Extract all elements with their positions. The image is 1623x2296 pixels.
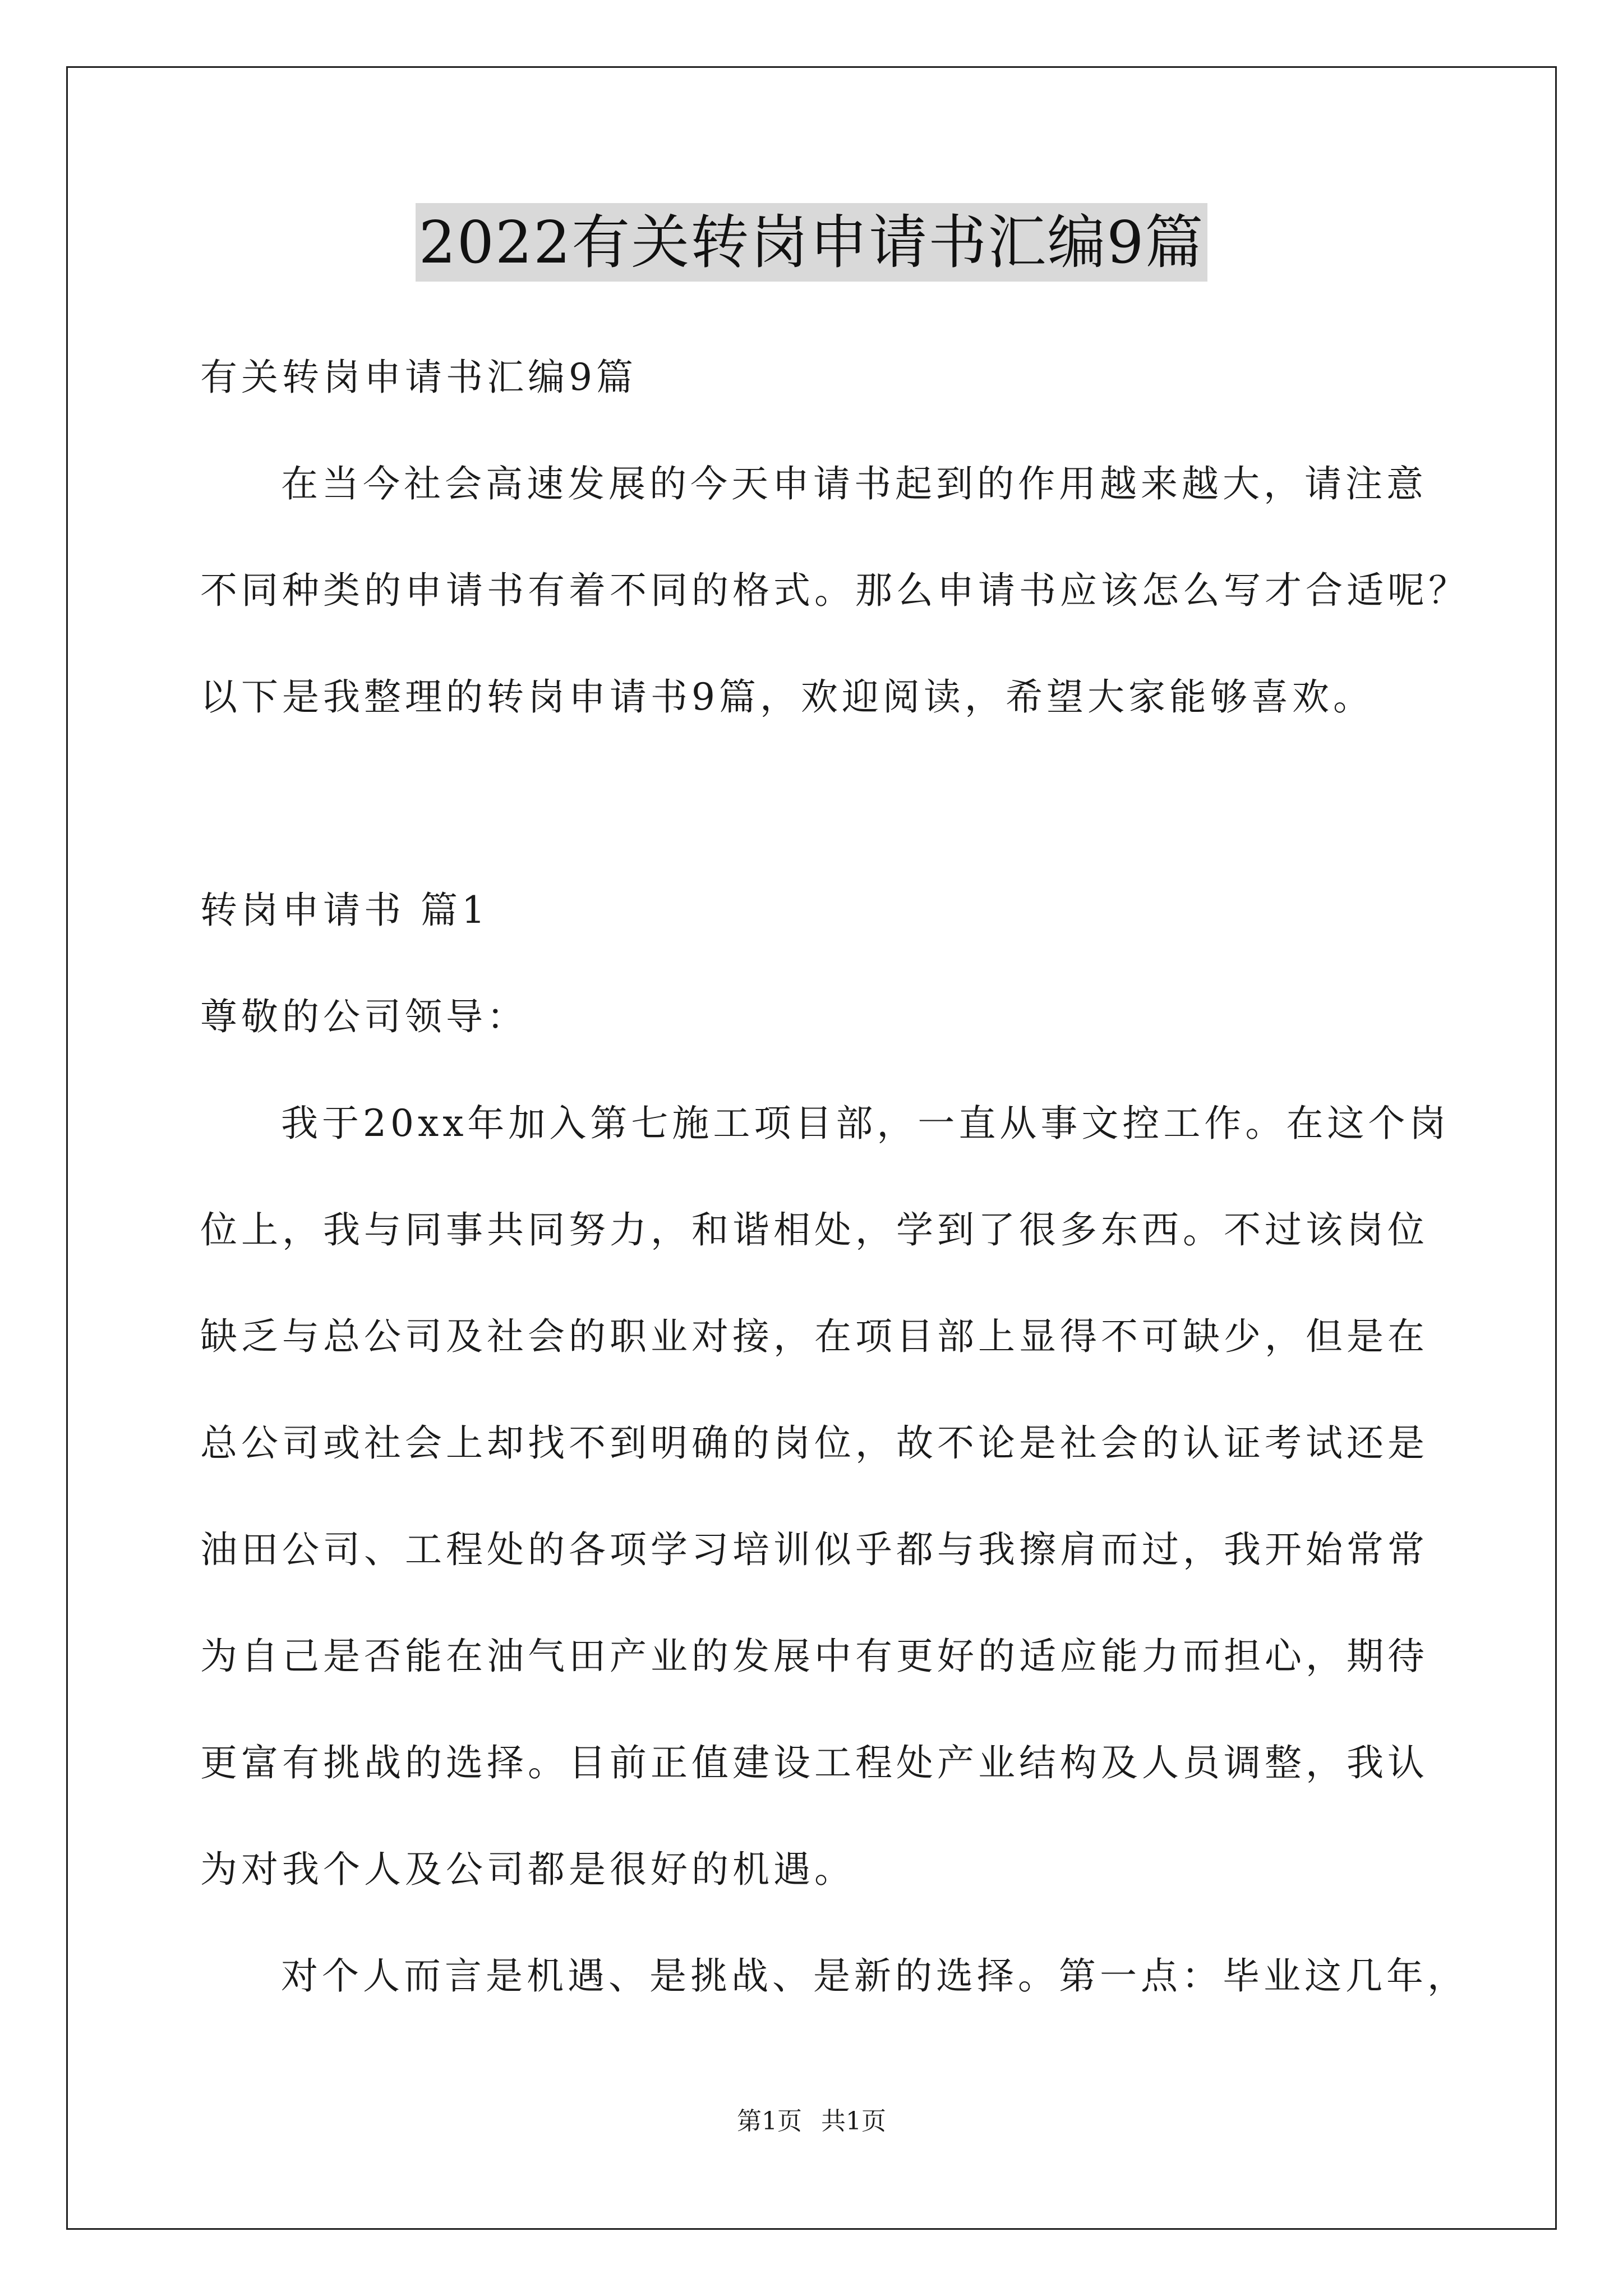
- paragraph2-line-1: 对个人而言是机遇、是挑战、是新的选择。第一点：毕业这几年，: [281, 1954, 1468, 1998]
- page-footer: [0, 2105, 1623, 2138]
- paragraph1-line-1: 我于20xx年加入第七施工项目部，一直从事文控工作。在这个岗: [281, 1102, 1450, 1145]
- intro-line-3: 以下是我整理的转岗申请书9篇，欢迎阅读，希望大家能够喜欢。: [200, 675, 1374, 719]
- paragraph1-line-3: 缺乏与总公司及社会的职业对接，在项目部上显得不可缺少，但是在: [200, 1315, 1428, 1358]
- page-number-current: 第1页: [737, 2107, 802, 2136]
- paragraph1-line-2: 位上，我与同事共同努力，和谐相处，学到了很多东西。不过该岗位: [200, 1208, 1428, 1251]
- paragraph1-line-4: 总公司或社会上却找不到明确的岗位，故不论是社会的认证考试还是: [200, 1421, 1428, 1465]
- paragraph1-line-5: 油田公司、工程处的各项学习培训似乎都与我擦肩而过，我开始常常: [200, 1528, 1428, 1571]
- document-subtitle: 有关转岗申请书汇编9篇: [200, 356, 637, 399]
- intro-line-2: 不同种类的申请书有着不同的格式。那么申请书应该怎么写才合适呢？: [200, 569, 1469, 612]
- title-container: [0, 203, 1623, 282]
- paragraph1-line-6: 为自己是否能在油气田产业的发展中有更好的适应能力而担心，期待: [200, 1635, 1428, 1678]
- intro-line-1: 在当今社会高速发展的今天申请书起到的作用越来越大，请注意: [281, 462, 1427, 505]
- document-title: 2022有关转岗申请书汇编9篇: [416, 203, 1208, 282]
- section-heading: 转岗申请书 篇1: [200, 889, 489, 932]
- page-number-total: 共1页: [821, 2107, 886, 2136]
- paragraph1-line-8: 为对我个人及公司都是很好的机遇。: [200, 1848, 855, 1891]
- paragraph1-line-7: 更富有挑战的选择。目前正值建设工程处产业结构及人员调整，我认: [200, 1741, 1428, 1784]
- salutation: 尊敬的公司领导：: [200, 995, 528, 1038]
